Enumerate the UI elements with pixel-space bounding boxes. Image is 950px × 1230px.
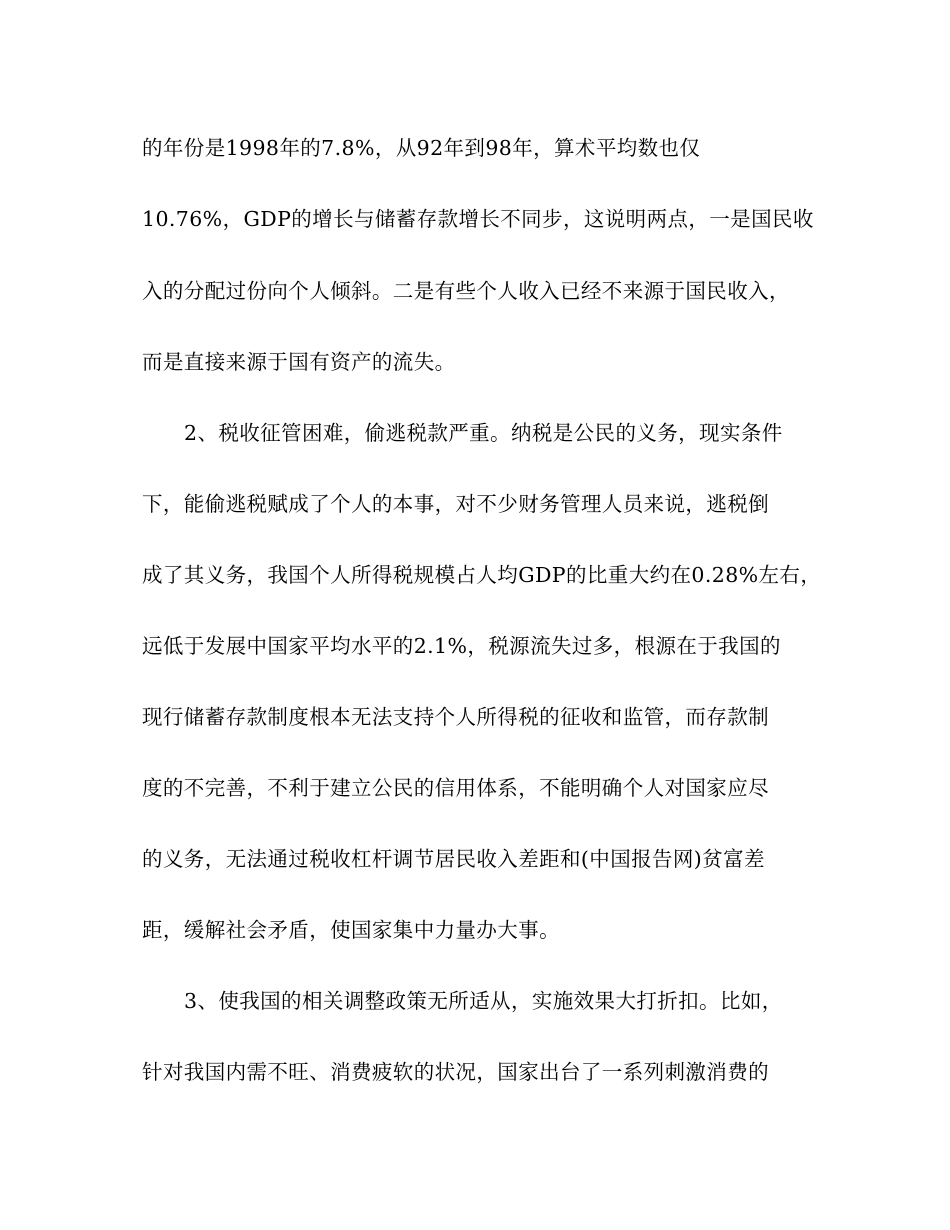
text-line-12: 距，缓解社会矛盾，使国家集中力量办大事。 xyxy=(142,918,560,942)
text-line-13: 3、使我国的相关调整政策无所适从，实施效果大打折扣。比如， xyxy=(184,989,783,1013)
text-line-11: 的义务，无法通过税收杠杆调节居民收入差距和(中国报告网)贫富差 xyxy=(142,847,765,871)
text-line-3: 入的分配过份向个人倾斜。二是有些个人收入已经不来源于国民收入， xyxy=(142,279,790,303)
text-line-9: 现行储蓄存款制度根本无法支持个人所得税的征收和监管，而存款制 xyxy=(142,705,769,729)
text-line-2: 10.76%，GDP的增长与储蓄存款增长不同步，这说明两点，一是国民收 xyxy=(142,207,814,231)
text-line-4: 而是直接来源于国有资产的流失。 xyxy=(142,350,456,374)
text-line-14: 针对我国内需不旺、消费疲软的状况，国家出台了一系列刺激消费的 xyxy=(142,1060,769,1084)
text-line-6: 下，能偷逃税赋成了个人的本事，对不少财务管理人员来说，逃税倒 xyxy=(142,492,769,516)
text-line-1: 的年份是1998年的7.8%，从92年到98年，算术平均数也仅 xyxy=(142,136,701,160)
text-line-5: 2、税收征管困难，偷逃税款严重。纳税是公民的义务，现实条件 xyxy=(184,421,783,445)
text-line-8: 远低于发展中国家平均水平的2.1%，税源流失过多，根源在于我国的 xyxy=(142,634,781,658)
text-line-7: 成了其义务，我国个人所得税规模占人均GDP的比重大约在0.28%左右， xyxy=(142,563,822,587)
text-line-10: 度的不完善，不利于建立公民的信用体系，不能明确个人对国家应尽 xyxy=(142,776,769,800)
